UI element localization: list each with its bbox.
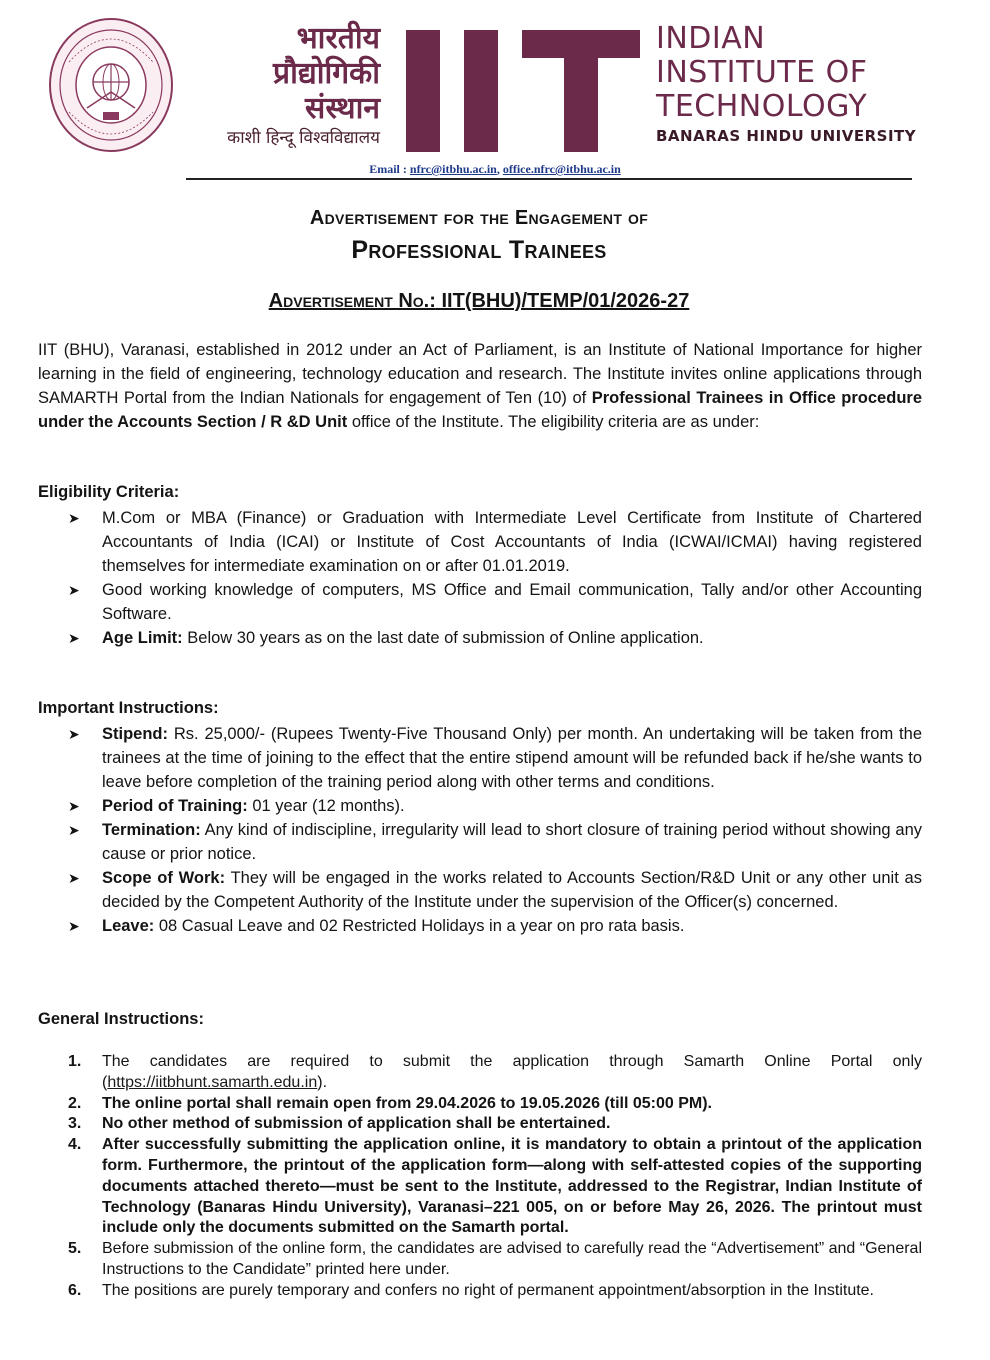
item-text: 08 Casual Leave and 02 Restricted Holidays in a year on pro rata basis. [154, 917, 685, 935]
general-instructions-heading: General Instructions: [38, 1010, 204, 1028]
advertisement-subtitle: Professional Trainees [351, 236, 607, 264]
hindi-line-1: भारतीय [296, 21, 380, 56]
arrow-bullet-icon: ➤ [68, 798, 80, 814]
item-label: Stipend: [102, 725, 168, 743]
hindi-line-3: संस्थान [305, 91, 380, 126]
arrow-bullet-icon: ➤ [68, 630, 80, 646]
important-instructions-list [38, 722, 922, 938]
samarth-portal-link[interactable]: https://iitbhunt.samarth.edu.in [107, 1073, 318, 1091]
item-text: The candidates are required to submit the application through Samarth Online Portal only ( [102, 1053, 922, 1091]
list-item [38, 578, 922, 626]
advertisement-title: Advertisement for the Engagement of [309, 207, 649, 229]
item-number: 5. [68, 1240, 82, 1258]
english-institute-name [656, 22, 916, 148]
list-item [38, 914, 922, 938]
general-instructions-list [38, 1052, 922, 1302]
list-item [38, 1114, 922, 1135]
list-item [38, 1052, 922, 1094]
letterhead [0, 0, 990, 160]
list-item [38, 1094, 922, 1115]
item-label: Age Limit: [102, 629, 183, 647]
email-link-2[interactable]: office.nfrc@itbhu.ac.in [502, 162, 621, 176]
arrow-bullet-icon: ➤ [68, 510, 80, 526]
item-label: Leave: [102, 917, 155, 935]
email-line [0, 162, 990, 177]
item-text: Before submission of the online form, the candidates are advised to carefully read the “Advertisement” and “General Instructions to the Candidate” printed here under. [102, 1240, 922, 1278]
item-text: No other method of submission of application shall be entertained. [102, 1115, 611, 1133]
eligibility-heading: Eligibility Criteria: [38, 483, 180, 501]
english-line-2: INSTITUTE OF [656, 55, 868, 90]
arrow-bullet-icon: ➤ [68, 870, 80, 886]
item-text: 01 year (12 months). [247, 797, 405, 815]
hindi-institute-name [200, 22, 380, 150]
arrow-bullet-icon: ➤ [68, 918, 80, 934]
intro-paragraph [38, 338, 922, 434]
list-item [38, 1281, 922, 1302]
item-label: Scope of Work: [102, 869, 226, 887]
list-item [38, 794, 922, 818]
list-item [38, 866, 922, 914]
item-number: 2. [68, 1094, 82, 1112]
item-label: Period of Training: [102, 797, 248, 815]
item-text: Good working knowledge of computers, MS Office and Email communication, Tally and/or other Accounting Software. [102, 581, 922, 623]
item-text: The positions are purely temporary and confers no right of permanent appointment/absorption in the Institute. [102, 1281, 874, 1299]
list-item [38, 1135, 922, 1239]
english-line-3: TECHNOLOGY [656, 89, 868, 124]
item-number: 3. [68, 1115, 82, 1133]
item-text: Below 30 years as on the last date of submission of Online application. [182, 629, 704, 647]
email-link-1[interactable]: nfrc@itbhu.ac.in [409, 162, 497, 176]
header-divider [186, 178, 912, 180]
email-separator: , [496, 162, 503, 176]
email-label: Email : [369, 162, 410, 176]
item-number: 4. [68, 1136, 82, 1154]
hindi-line-2: प्रौद्योगिकी [273, 56, 380, 91]
advertisement-number [0, 290, 958, 313]
iit-logo [402, 30, 642, 152]
item-text: M.Com or MBA (Finance) or Graduation with Intermediate Level Certificate from Institute of Chartered Accountants of India (ICAI) or Institute of Cost Accountants of India (ICWAI/ICMAI) having registered themselves for intermediate examination on or after 01.01.2019. [102, 509, 922, 575]
english-line-1: INDIAN [656, 21, 766, 56]
arrow-bullet-icon: ➤ [68, 582, 80, 598]
hindi-line-4: काशी हिन्दू विश्वविद्यालय [227, 128, 380, 148]
important-instructions-heading: Important Instructions: [38, 699, 219, 717]
arrow-bullet-icon: ➤ [68, 726, 80, 742]
item-number: 6. [68, 1281, 82, 1299]
list-item [38, 506, 922, 578]
item-text: Rs. 25,000/- (Rupees Twenty-Five Thousand Only) per month. An undertaking will be taken from the trainees at the time of joining to the effect that the entire stipend amount will be refunded back if he/she wants to leave before completion of the training period along with other terms and conditions. [102, 725, 922, 791]
intro-text-bold: Professional Trainees in Office procedure under the Accounts Section / R &D Unit [38, 389, 922, 431]
english-line-4: BANARAS HINDU UNIVERSITY [656, 127, 917, 145]
advertisement-number-label: Advertisement No.: [268, 290, 436, 312]
arrow-bullet-icon: ➤ [68, 822, 80, 838]
item-text: After successfully submitting the application online, it is mandatory to obtain a printout of the application form. Furthermore, the printout of the application form—along with self-attested copies of the supporting documents attached thereto—must be sent to the Institute, addressed to the Registrar, Indian Institute of Technology (Banaras Hindu University), Varanasi–221 005, on or before May 26, 2026. The printout must include only the documents submitted on the Samarth portal. [102, 1136, 922, 1237]
item-text-end: ). [317, 1073, 328, 1091]
item-number: 1. [68, 1053, 82, 1070]
institute-seal-logo [47, 16, 175, 154]
intro-text-2: office of the Institute. The eligibility criteria are as under: [347, 413, 760, 431]
list-item [38, 722, 922, 794]
list-item [38, 818, 922, 866]
item-text: Any kind of indiscipline, irregularity will lead to short closure of training period without showing any cause or prior notice. [102, 821, 922, 863]
intro-text-1: IIT (BHU), Varanasi, established in 2012 under an Act of Parliament, is an Institute of National Importance for higher learning in the field of engineering, technology education and research. The Institute invites online applications through SAMARTH Portal from the Indian Nationals for engagement of Ten (10) of [38, 341, 922, 407]
item-text: The online portal shall remain open from 29.04.2026 to 19.05.2026 (till 05:00 PM). [102, 1094, 712, 1112]
eligibility-list [38, 506, 922, 650]
item-text: They will be engaged in the works related to Accounts Section/R&D Unit or any other unit as decided by the Competent Authority of the Institute under the supervision of the Officer(s) concerned. [102, 869, 922, 911]
list-item [38, 626, 922, 650]
advertisement-number-value: IIT(BHU)/TEMP/01/2026-27 [441, 290, 690, 312]
list-item [38, 1239, 922, 1281]
item-label: Termination: [102, 821, 201, 839]
